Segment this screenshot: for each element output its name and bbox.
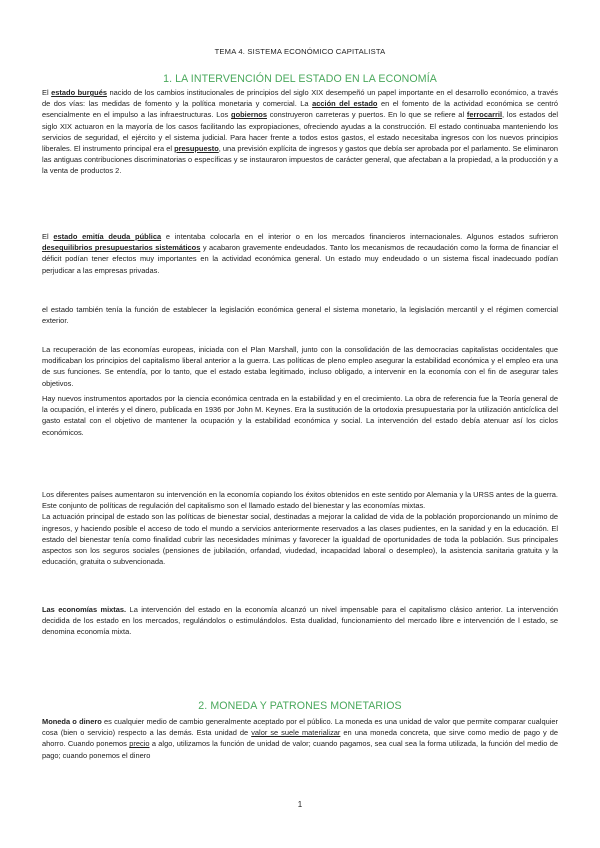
paragraph-economias-mixtas: Las economías mixtas. La intervención del estado en la economía alcanzó un nivel impensable para el capitalismo clásico anterior. La intervención decidida de los estado en los mercados, regulándolos o estimulándolos. Esta dualidad, funcionamiento del mercado libre e intervención de l estado, se denomina economía mixta.	[42, 605, 559, 637]
page-number: 1	[297, 800, 303, 809]
paragraph-recuperacion: La recuperación de las economías europeas, iniciada con el Plan Marshall, junto con la consolidación de las democracias capitalistas occidentales que modificaban los principios del capitalismo liberal anterior a la guerra. Las políticas de pleno empleo asegurar la estabilidad económica y el empleo era una de sus funciones. Se entendía, por lo tanto, que el estado estaba legitimado, incluso obligado, a intervenir en la economía con el fin de asegurar tales objetivos.	[42, 345, 558, 388]
keyword-moneda: Moneda o dinero	[42, 717, 102, 726]
section-heading-1: 1. LA INTERVENCIÓN DEL ESTADO EN LA ECONOMÍA	[163, 73, 437, 85]
section-heading-2: 2. MONEDA Y PATRONES MONETARIOS	[198, 700, 402, 712]
paragraph-keynes: Hay nuevos instrumentos aportados por la ciencia económica centrada en la estabilidad y en el crecimiento. La obra de referencia fue la Teoría general de la ocupación, el interés y el dinero, publicada en 1936 por John M. Keynes. Era la sustitución de la ortodoxia presupuestaria por la utilización anticíclica del gasto estatal con el objetivo de mantener la ocupación y la estabilidad económica y social. La intervención del estado debía atenuar así los ciclos económicos.	[42, 394, 558, 437]
keyword-accion-del-estado: acción del estado	[312, 99, 378, 109]
document-title: TEMA 4. SISTEMA ECONÓMICO CAPITALISTA	[214, 47, 386, 56]
keyword-precio: precio	[129, 739, 150, 749]
paragraph-moneda: Moneda o dinero es cualquier medio de cambio generalmente aceptado por el público. La moneda es una unidad de valor que permite comparar cualquier cosa (bien o servicio) respecto a las demás. Esta unidad de valor se suele materializar en una moneda concreta, que sirve como medio de pago y de ahorro. Cuando ponemos precio a algo, utilizamos la función de unidad de valor; cuando pagamos, sea cual sea la forma utilizada, la función del medio de pago; cuando ponemos el dinero	[42, 717, 559, 760]
keyword-gobiernos: gobiernos	[231, 110, 267, 120]
keyword-desequilibrios: desequilibrios presupuestarios sistemáticos	[42, 243, 201, 253]
paragraph-bienestar: Los diferentes países aumentaron su intervención en la economía copiando los éxitos obtenidos en este sentido por Alemania y la URSS antes de la guerra. Este conjunto de políticas de regulación del capitalismo son el llamado estado del bienestar y las economías mixtas. La actuación principal de estado son las políticas de bienestar social, destinadas a mejorar la calidad de vida de la población proporcionando un mínimo de ingresos, y haciendo posible el acceso de todo el mundo a servicios anteriormente reservados a las clases pudientes, en la sanidad y en la educación. El estado del bienestar tenía como finalidad cubrir las necesidades mínimas y favorecer la igualdad de oportunidades de toda la población. Sus principales aspectos son los seguros sociales (pensiones de jubilación, orfandad, viudedad, incapacidad laboral o desempleo), la asistencia sanitaria gratuita y la educación, gratuita o subvencionada.	[42, 490, 558, 567]
keyword-estado-burgues: estado burgués	[51, 88, 107, 97]
paragraph-estado-burgues: El estado burgués nacido de los cambios institucionales de principios del siglo XIX desempeñó un papel importante en el desarrollo económico, a través de dos vías: las medidas de fomento y la política monetaria y comercial. La acción del estado en el fomento de la actividad económica se centró esencialmente en el impulso a las infraestructuras. Los gobiernos construyeron carreteras y puertos. En lo que se refiere al ferrocarril, los estados del siglo XIX actuaron en la mayoría de los casos facilitando las expropiaciones, ofreciendo ayudas a la construcción. El estado continuaba manteniendo los servicios de seguridad, el ejército y el sistema judicial. Para hacer frente a todos estos gastos, el estado necesitaba ingresos con los nuevos principios liberales. El instrumento principal era el presupuesto, una previsión explícita de ingresos y gastos que debía ser aprobada por el parlamento. Se eliminaron las antiguas contribuciones discriminatorias o específicas y se instauraron impuestos de carácter general, que afectaban a la propiedad, a la producción y a la venta de productos 2.	[42, 88, 559, 176]
paragraph-legislacion: el estado también tenía la función de establecer la legislación económica general el sistema monetario, la legislación mercantil y el régimen comercial exterior.	[42, 305, 558, 326]
keyword-economias-mixtas: Las economías mixtas.	[42, 605, 127, 614]
keyword-deuda-publica: estado emitía deuda pública	[53, 232, 162, 241]
paragraph-deuda-publica: El estado emitía deuda pública e intentaba colocarla en el interior o en los mercados financieros internacionales. Algunos estados sufrieron desequilibrios presupuestarios sistemáticos y acabaron gravemente endeudados. Tanto los mecanismos de recaudación como la forma de financiar el déficit podían tener efectos muy importantes en la actividad económica general. Un estado muy endeudado o un sistema fiscal inadecuado podían perjudicar a las empresas privadas.	[42, 232, 559, 275]
keyword-presupuesto: presupuesto	[174, 144, 219, 154]
keyword-ferrocarril: ferrocarril	[466, 110, 503, 120]
keyword-valor-materializar: valor se suele materializar	[251, 728, 341, 738]
